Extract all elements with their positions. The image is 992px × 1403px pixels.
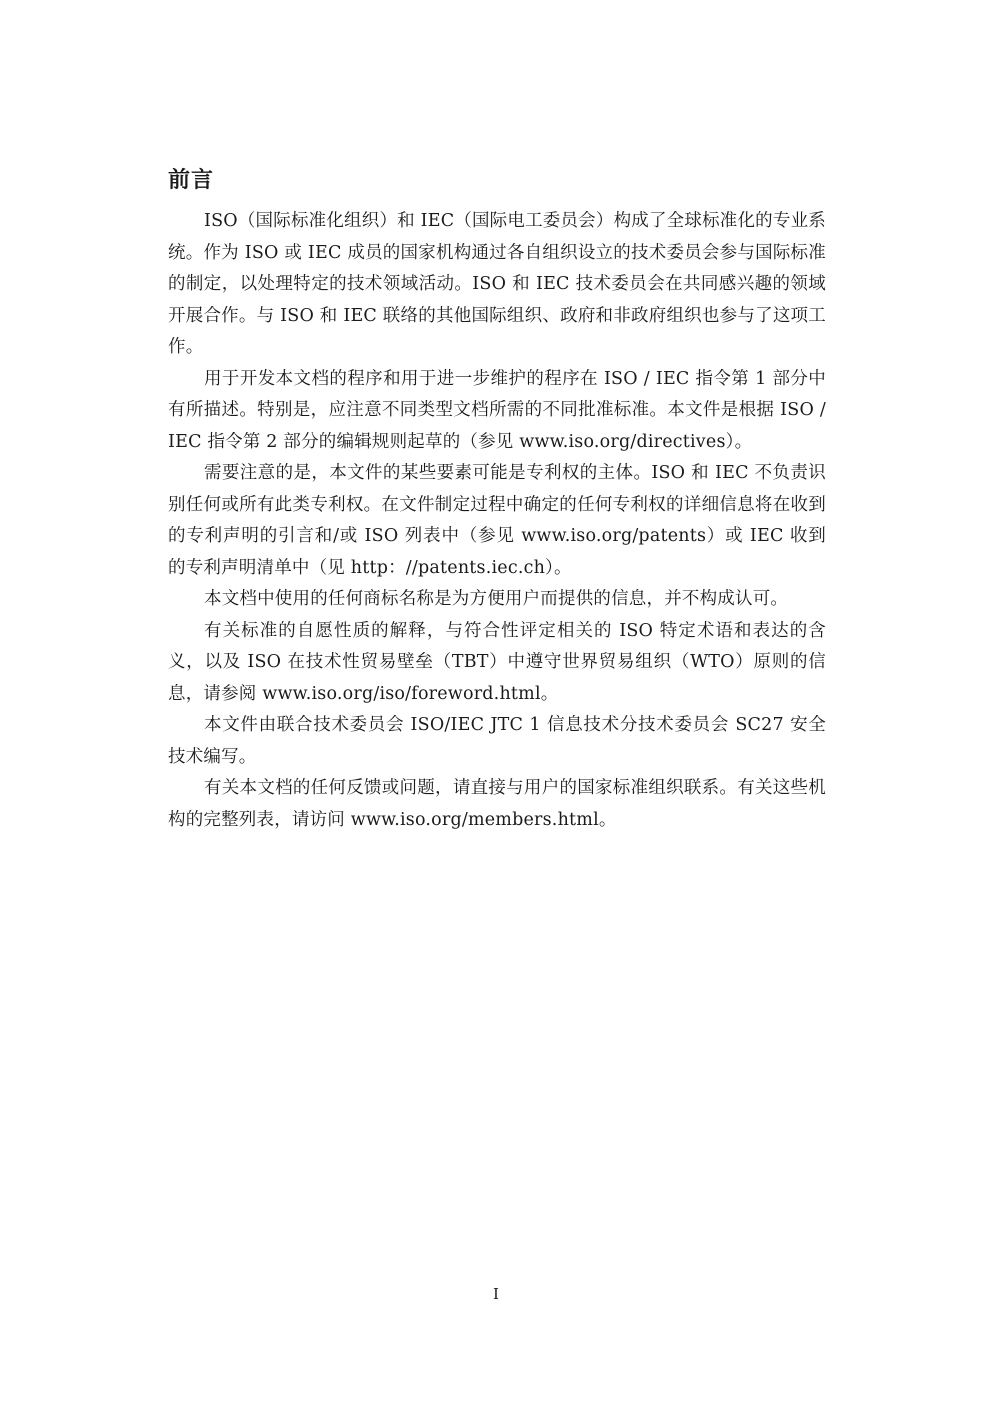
paragraph-voluntary-nature: 有关标准的自愿性质的解释，与符合性评定相关的 ISO 特定术语和表达的含义，以及 ISO 在技术性贸易壁垒（TBT）中遵守世界贸易组织（WTO）原则的信息，请参阅 www.iso.org/iso/foreword.html。 — [168, 620, 826, 704]
page-number: I — [493, 1285, 499, 1303]
section-heading: 前言 — [168, 168, 215, 193]
paragraph-committee: 本文件由联合技术委员会 ISO/IEC JTC 1 信息技术分技术委员会 SC27 安全技术编写。 — [168, 715, 826, 767]
paragraph-patents: 需要注意的是，本文件的某些要素可能是专利权的主体。ISO 和 IEC 不负责识别任何或所有此类专利权。在文件制定过程中确定的任何专利权的详细信息将在收到的专利声明的引言和/或 ISO 列表中（参见 www.iso.org/patents）或 IEC 收到的专利声明清单中（见 http：//patents.iec.ch）。 — [168, 463, 826, 578]
foreword-body — [168, 206, 826, 836]
paragraph-feedback: 有关本文档的任何反馈或问题，请直接与用户的国家标准组织联系。有关这些机构的完整列表，请访问 www.iso.org/members.html。 — [168, 778, 826, 830]
paragraph-procedures: 用于开发本文档的程序和用于进一步维护的程序在 ISO / IEC 指令第 1 部分中有所描述。特别是，应注意不同类型文档所需的不同批准标准。本文件是根据 ISO / IEC 指令第 2 部分的编辑规则起草的（参见 www.iso.org/directives）。 — [168, 368, 826, 452]
paragraph-iso-iec-intro: ISO（国际标准化组织）和 IEC（国际电工委员会）构成了全球标准化的专业系统。作为 ISO 或 IEC 成员的国家机构通过各自组织设立的技术委员会参与国际标准的制定，以处理特定的技术领域活动。ISO 和 IEC 技术委员会在共同感兴趣的领域开展合作。与 ISO 和 IEC 联络的其他国际组织、政府和非政府组织也参与了这项工作。 — [168, 211, 826, 357]
paragraph-trademarks: 本文档中使用的任何商标名称是为方便用户而提供的信息，并不构成认可。 — [204, 589, 789, 609]
